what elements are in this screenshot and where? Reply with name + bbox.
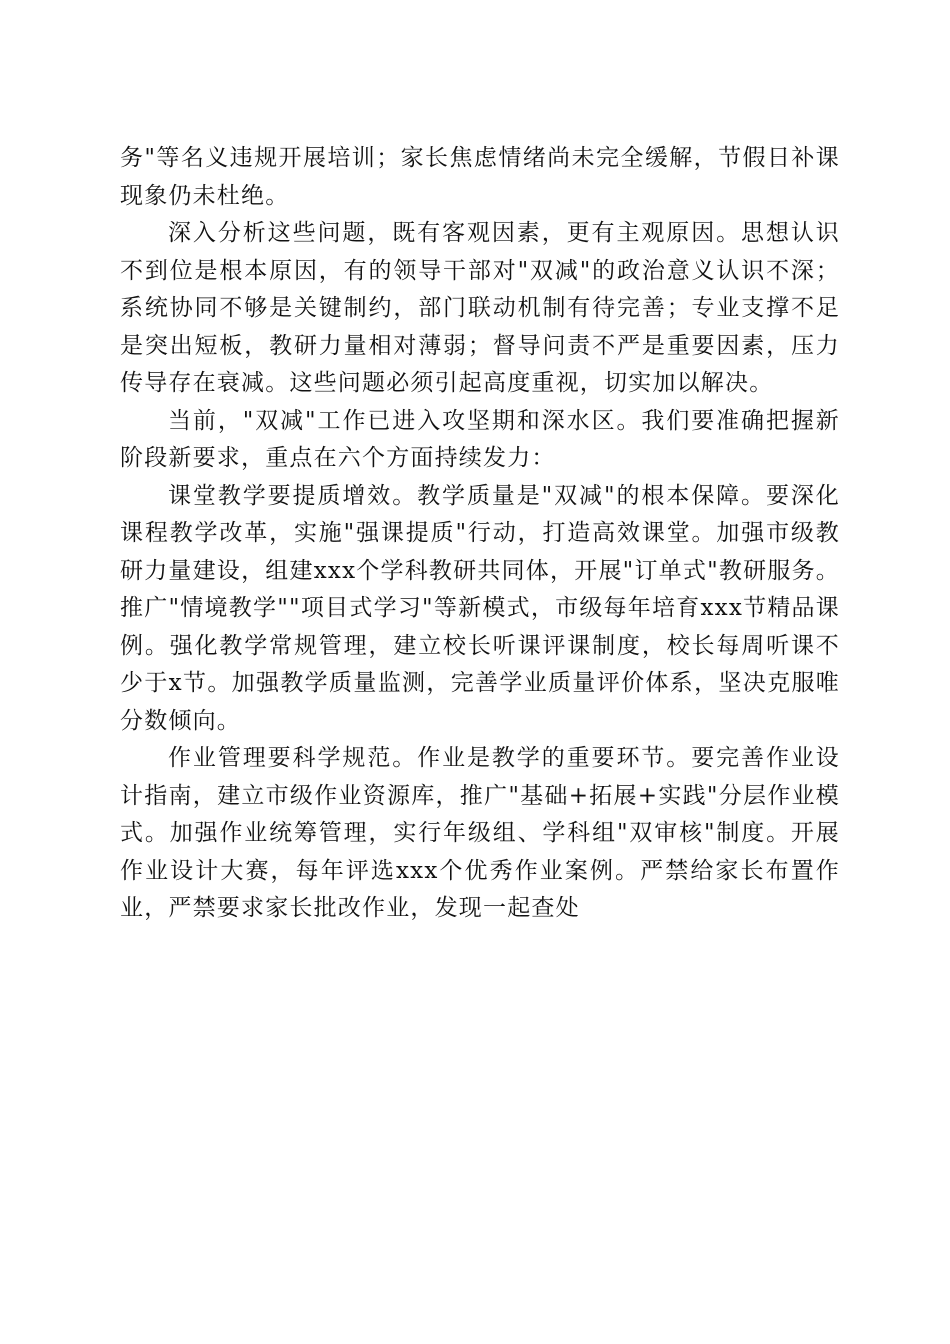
paragraph-current-stage: 当前，"双减"工作已进入攻坚期和深水区。我们要准确把握新阶段新要求，重点在六个方面持续发力： [120,407,840,471]
paragraph-classroom-teaching: 课堂教学要提质增效。教学质量是"双减"的根本保障。要深化课程教学改革，实施"强课提质"行动，打造高效课堂。加强市级教研力量建设，组建xxx个学科教研共同体，开展"订单式"教研服务。推广"情境教学""项目式学习"等新模式，市级每年培育xxx节精品课例。强化教学常规管理，建立校长听课评课制度，校长每周听课不少于x节。加强教学质量监测，完善学业质量评价体系，坚决克服唯分数倾向。 [120,482,840,734]
paragraph-continuation: 务"等名义违规开展培训；家长焦虑情绪尚未完全缓解，节假日补课现象仍未杜绝。 [120,145,840,209]
paragraph-homework-management: 作业管理要科学规范。作业是教学的重要环节。要完善作业设计指南，建立市级作业资源库，推广"基础+拓展+实践"分层作业模式。加强作业统筹管理，实行年级组、学科组"双审核"制度。开展作业设计大赛，每年评选xxx个优秀作业案例。严禁给家长布置作业，严禁要求家长批改作业，发现一起查处 [120,745,840,921]
document-body [120,140,840,928]
paragraph-analysis: 深入分析这些问题，既有客观因素，更有主观原因。思想认识不到位是根本原因，有的领导干部对"双减"的政治意义认识不深；系统协同不够是关键制约，部门联动机制有待完善；专业支撑不足是突出短板，教研力量相对薄弱；督导问责不严是重要因素，压力传导存在衰减。这些问题必须引起高度重视，切实加以解决。 [120,220,840,396]
